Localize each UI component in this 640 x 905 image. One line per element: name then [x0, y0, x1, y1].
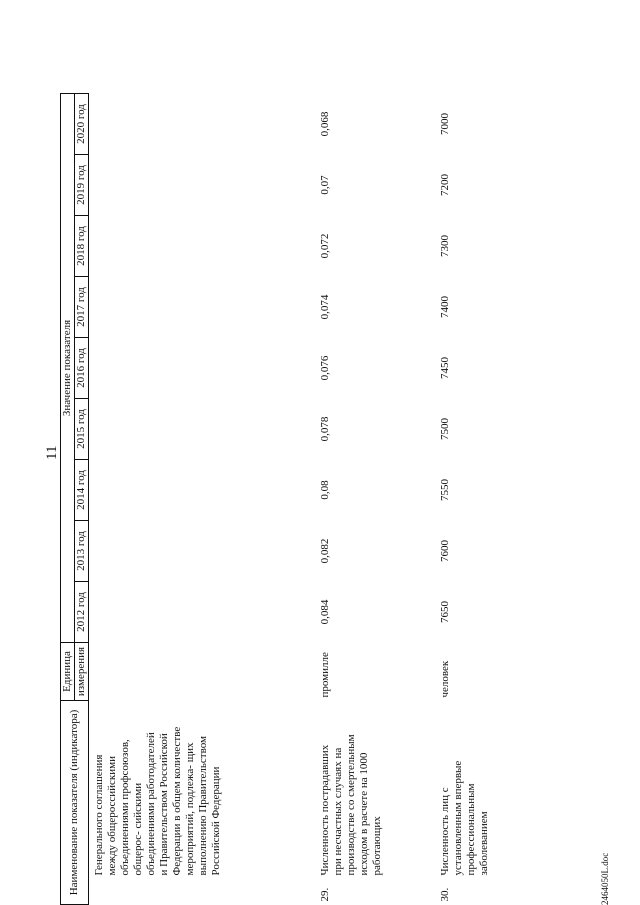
header-unit-bottom: измерения [75, 643, 89, 701]
header-unit-top: Единица [61, 643, 75, 701]
row-value [89, 277, 307, 338]
table-row [89, 94, 307, 905]
row-value [89, 94, 307, 155]
header-year: 2020 год [75, 94, 89, 155]
header-year: 2015 год [75, 399, 89, 460]
table-row [307, 94, 425, 905]
row-value [89, 399, 307, 460]
row-value [89, 460, 307, 521]
page-number: 11 [44, 445, 60, 460]
row-value: 7550 [438, 479, 451, 501]
row-value [89, 582, 307, 643]
table-row [425, 94, 515, 905]
row-index: 30. [438, 887, 451, 902]
row-value: 7650 [438, 601, 451, 623]
header-indicator-name: Наименование показателя (индикатора) [61, 701, 89, 905]
file-footer: 2464050L.doc [600, 852, 610, 905]
row-value: 0,07 [318, 175, 331, 195]
header-year: 2018 год [75, 216, 89, 277]
row-value: 7000 [438, 113, 451, 135]
header-year: 2014 год [75, 460, 89, 521]
row-name: Численность лиц с установленным впервые профессиональным заболеванием [438, 760, 490, 876]
row-value: 0,084 [318, 599, 331, 625]
row-value: 0,08 [318, 480, 331, 500]
row-value [89, 155, 307, 216]
row-index: 29. [318, 887, 331, 902]
row-value: 7400 [438, 296, 451, 318]
indicator-table [60, 93, 515, 905]
header-year: 2013 год [75, 521, 89, 582]
row-value [89, 338, 307, 399]
header-year: 2012 год [75, 582, 89, 643]
row-value: 0,076 [318, 355, 331, 381]
row-value: 7200 [438, 174, 451, 196]
row-name: Генерального соглашения между общероссийскими объединениями профсоюзов, общерос- сийскими объединениями работодателей и Правительством Российской Федерации в общем количестве мероприятий, подлежа- щих выполнению Правительством Российской Федерации [93, 726, 222, 876]
row-value: 7300 [438, 235, 451, 257]
row-name-cell [89, 701, 307, 905]
row-unit [89, 643, 307, 701]
header-year: 2019 год [75, 155, 89, 216]
header-year: 2016 год [75, 338, 89, 399]
row-value [89, 521, 307, 582]
row-value: 0,074 [318, 294, 331, 320]
row-value [89, 216, 307, 277]
header-row-top [61, 94, 75, 905]
row-value: 0,082 [318, 538, 331, 564]
row-name: Численность пострадавших при несчастных случаях на производстве со смертельным исходом в расчете на 1000 работающих [318, 734, 383, 876]
row-unit: человек [438, 660, 451, 698]
header-year: 2017 год [75, 277, 89, 338]
row-name-cell [307, 701, 425, 905]
row-value: 0,072 [318, 233, 331, 259]
header-value-group: Значение показателя [61, 94, 75, 643]
row-value: 7500 [438, 418, 451, 440]
row-name-cell [425, 701, 515, 905]
row-value: 7600 [438, 540, 451, 562]
row-value: 0,068 [318, 111, 331, 137]
row-value: 0,078 [318, 416, 331, 442]
row-value: 7450 [438, 357, 451, 379]
row-unit: промилле [318, 652, 331, 698]
